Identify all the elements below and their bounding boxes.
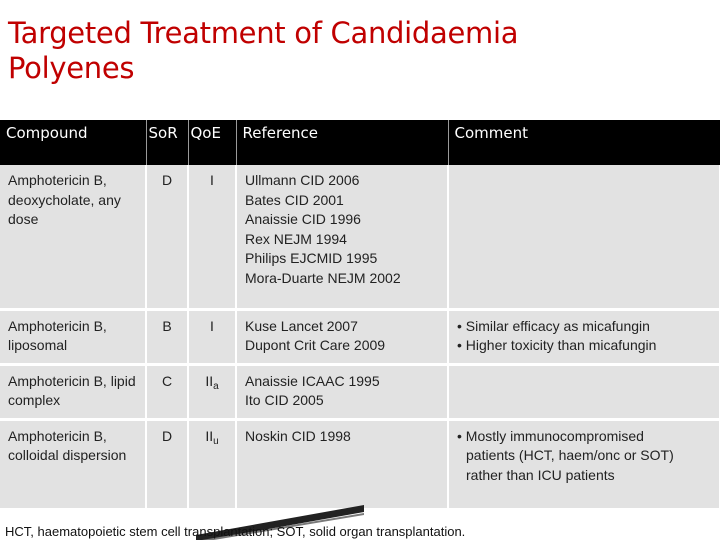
cell-compound: Amphotericin B, lipid complex: [0, 364, 146, 419]
cell-reference: [236, 165, 448, 309]
cell-qoe: [188, 309, 236, 364]
cell-reference: [236, 419, 448, 509]
reference-line: Anaissie CID 1996: [245, 211, 361, 227]
cell-qoe: [188, 419, 236, 509]
qoe-value: I: [210, 317, 214, 334]
cell-reference: [236, 309, 448, 364]
footnote: HCT, haematopoietic stem cell transplantation; SOT, solid organ transplantation.: [5, 524, 466, 539]
table-row: [0, 364, 720, 419]
header-qoe: QoE: [188, 120, 236, 165]
reference-line: Mora-Duarte NEJM 2002: [245, 269, 401, 286]
cell-compound: Amphotericin B, colloidal dispersion: [0, 419, 146, 509]
reference-line: Ito CID 2005: [245, 392, 324, 408]
reference-line: Anaissie ICAAC 1995: [245, 372, 380, 389]
cell-comment: [448, 165, 720, 309]
table-row: [0, 419, 720, 509]
qoe-value: II: [205, 427, 214, 444]
comment-line: patients (HCT, haem/onc or SOT): [466, 447, 674, 463]
title-line-1: Targeted Treatment of Candidaemia: [8, 16, 519, 50]
cell-comment: [448, 364, 720, 419]
comment-line: • Higher toxicity than micafungin: [457, 337, 657, 353]
reference-line: Rex NEJM 1994: [245, 230, 347, 247]
cell-comment: [448, 419, 720, 509]
cell-compound: Amphotericin B, liposomal: [0, 309, 146, 364]
comment-line: • Mostly immunocompromised: [457, 427, 644, 444]
reference-line: Bates CID 2001: [245, 191, 344, 208]
header-compound: Compound: [0, 120, 146, 165]
reference-line: Noskin CID 1998: [245, 427, 351, 444]
title-line-2: Polyenes: [8, 51, 135, 85]
comment-line: rather than ICU patients: [466, 466, 615, 483]
cell-reference: [236, 364, 448, 419]
comment-line: • Similar efficacy as micafungin: [457, 317, 650, 334]
qoe-subscript: u: [213, 435, 219, 447]
cell-comment: [448, 309, 720, 364]
header-sor: SoR: [146, 120, 188, 165]
cell-compound: Amphotericin B, deoxycholate, any dose: [0, 165, 146, 309]
table-row: [0, 165, 720, 309]
reference-line: Kuse Lancet 2007: [245, 317, 358, 334]
reference-line: Philips EJCMID 1995: [245, 250, 378, 266]
header-reference: Reference: [236, 120, 448, 165]
cell-qoe: [188, 165, 236, 309]
polyenes-table: [0, 120, 720, 511]
table-row: [0, 309, 720, 364]
slide-title: [8, 16, 518, 86]
cell-sor: D: [146, 419, 188, 509]
qoe-value: II: [205, 372, 214, 389]
cell-qoe: [188, 364, 236, 419]
qoe-subscript: a: [213, 380, 219, 392]
reference-line: Dupont Crit Care 2009: [245, 337, 386, 353]
cell-sor: C: [146, 364, 188, 419]
reference-line: Ullmann CID 2006: [245, 172, 360, 188]
table-header-row: [0, 120, 720, 165]
cell-sor: D: [146, 165, 188, 309]
qoe-value: I: [210, 172, 214, 188]
cell-sor: B: [146, 309, 188, 364]
header-comment: Comment: [448, 120, 720, 165]
